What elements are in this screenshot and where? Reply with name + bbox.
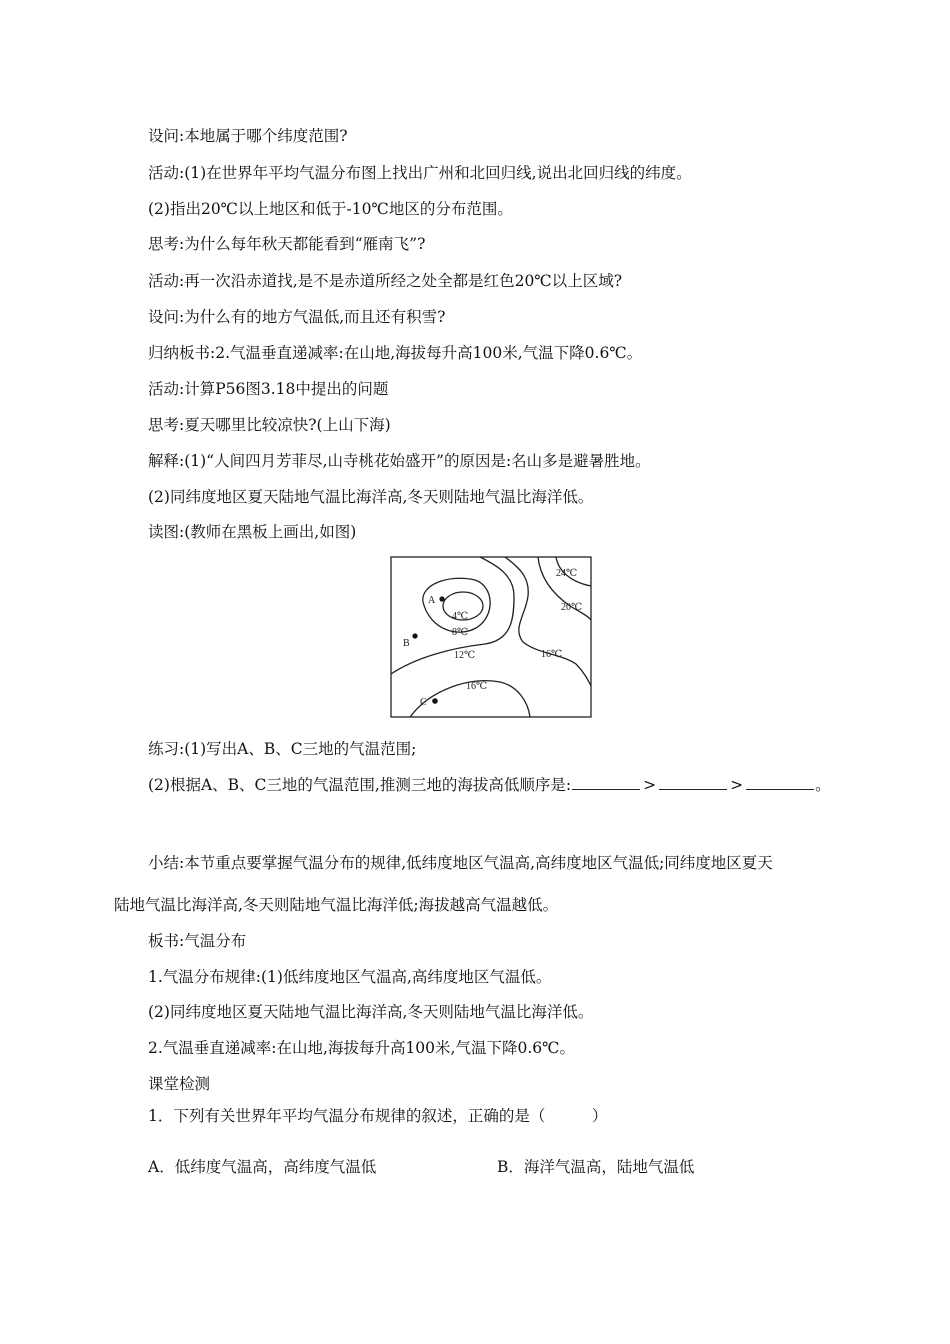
isotherm-map <box>390 556 592 718</box>
activity-find-tropic: 活动:(1)在世界年平均气温分布图上找出广州和北回归线,说出北回归线的纬度。 <box>148 164 692 182</box>
label-24c: 24℃ <box>556 568 578 579</box>
answer-blank-2[interactable] <box>659 775 727 790</box>
label-20c: 20℃ <box>561 602 583 613</box>
class-test-heading: 课堂检测 <box>148 1075 211 1093</box>
activity-equator: 活动:再一次沿赤道找,是不是赤道所经之处全都是红色20℃以上区域? <box>148 272 623 290</box>
quiz-option-a[interactable]: A．低纬度气温高，高纬度气温低 <box>148 1158 377 1176</box>
point-b-dot <box>412 633 417 638</box>
summary-line-1: 小结:本节重点要掌握气温分布的规律,低纬度地区气温高,高纬度地区气温低;同纬度地区夏天 <box>148 854 773 872</box>
activity-calculate: 活动:计算P56图3.18中提出的问题 <box>148 380 389 398</box>
question-latitude: 设问:本地属于哪个纬度范围? <box>148 127 348 145</box>
point-b-label: B <box>403 638 410 649</box>
label-8c: 8℃ <box>452 627 469 638</box>
board-item-2: 2.气温垂直递减率:在山地,海拔每升高100米,气温下降0.6℃。 <box>148 1039 575 1057</box>
point-c-dot <box>432 698 438 704</box>
quiz-question-1: 1．下列有关世界年平均气温分布规律的叙述，正确的是（ ） <box>148 1107 608 1125</box>
exercise-line-2 <box>148 775 831 795</box>
label-4c: 4℃ <box>452 611 469 622</box>
board-item-1-2: (2)同纬度地区夏天陆地气温比海洋高,冬天则陆地气温比海洋低。 <box>148 1003 594 1021</box>
think-geese: 思考:为什么每年秋天都能看到“雁南飞”? <box>148 235 426 253</box>
label-16c-right: 16℃ <box>541 649 563 660</box>
summary-line-2: 陆地气温比海洋高,冬天则陆地气温比海洋低;海拔越高气温越低。 <box>114 896 559 914</box>
board-lapse-rate: 归纳板书:2.气温垂直递减率:在山地,海拔每升高100米,气温下降0.6℃。 <box>148 344 643 362</box>
read-figure-intro: 读图:(教师在黑板上画出,如图) <box>148 523 357 541</box>
gt-sign-1: > <box>643 776 657 794</box>
board-title: 板书:气温分布 <box>148 932 247 950</box>
answer-blank-3[interactable] <box>746 775 814 790</box>
map-border <box>391 557 591 717</box>
activity-temperature-range: (2)指出20℃以上地区和低于-10℃地区的分布范围。 <box>148 200 513 218</box>
point-a-dot <box>439 596 444 601</box>
label-12c: 12℃ <box>454 650 476 661</box>
exercise-line-1: 练习:(1)写出A、B、C三地的气温范围; <box>148 740 417 758</box>
question-snow: 设问:为什么有的地方气温低,而且还有积雪? <box>148 308 446 326</box>
label-16c-bottom: 16℃ <box>466 681 488 692</box>
board-item-1: 1.气温分布规律:(1)低纬度地区气温高,高纬度地区气温低。 <box>148 968 552 986</box>
explain-same-latitude: (2)同纬度地区夏天陆地气温比海洋高,冬天则陆地气温比海洋低。 <box>148 488 594 506</box>
exercise-line-2-text: (2)根据A、B、C三地的气温范围,推测三地的海拔高低顺序是: <box>148 776 572 794</box>
explain-poem: 解释:(1)“人间四月芳菲尽,山寺桃花始盛开”的原因是:名山多是避暑胜地。 <box>148 452 651 470</box>
think-summer-cool: 思考:夏天哪里比较凉快?(上山下海) <box>148 416 391 434</box>
quiz-option-b[interactable]: B．海洋气温高，陆地气温低 <box>497 1158 695 1176</box>
answer-blank-1[interactable] <box>572 775 640 790</box>
point-a-label: A <box>428 595 436 606</box>
point-c-label: C <box>420 697 427 708</box>
exercise-end-mark: 。 <box>815 776 831 794</box>
gt-sign-2: > <box>730 776 744 794</box>
